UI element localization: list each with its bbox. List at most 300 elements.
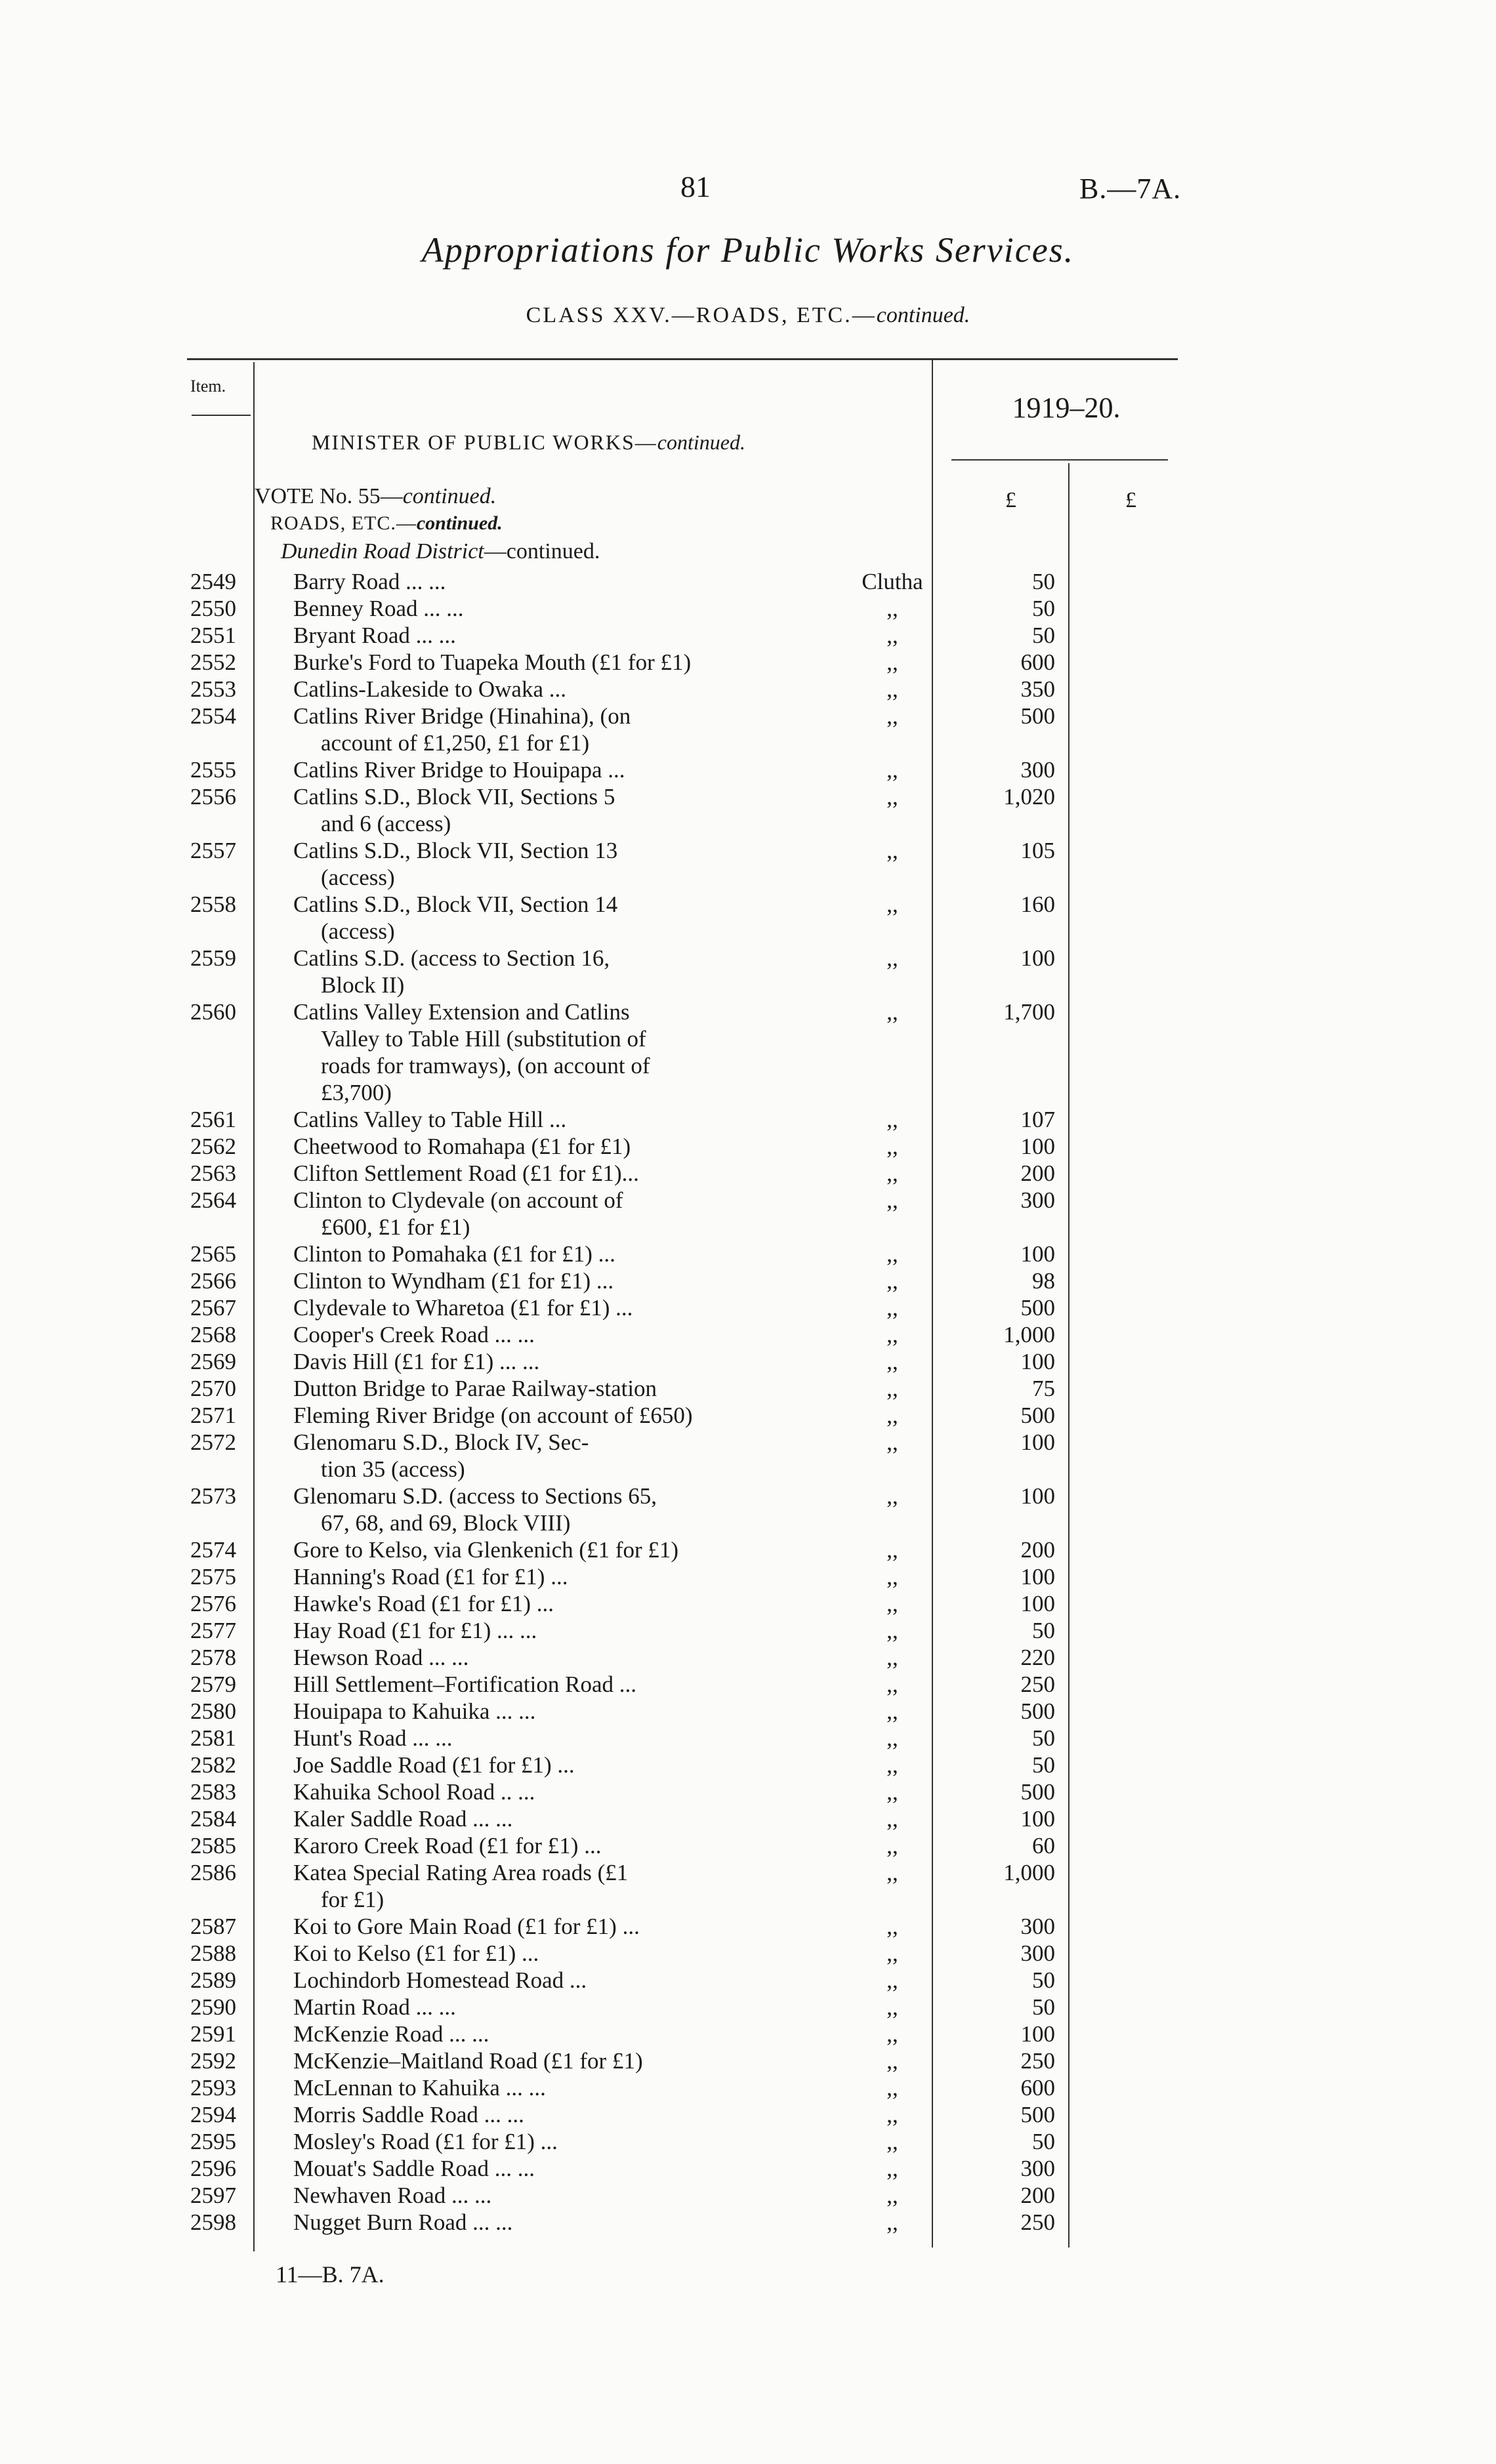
description-line: Koi to Gore Main Road (£1 for £1) ... — [293, 1914, 640, 1939]
description-line: Kaler Saddle Road ... ... — [293, 1806, 513, 1832]
table-row — [0, 2101, 1496, 2128]
table-row — [0, 1617, 1496, 1644]
amount: 350 — [1020, 676, 1055, 702]
table-row — [0, 1160, 1496, 1187]
description-line: McKenzie–Maitland Road (£1 for £1) — [293, 2048, 643, 2074]
table-row — [0, 1752, 1496, 1778]
road-description — [293, 1267, 766, 1294]
amount: 200 — [1020, 2183, 1055, 2208]
road-description — [293, 1725, 766, 1752]
road-description — [293, 2047, 766, 2074]
description-line: Clinton to Wyndham (£1 for £1) ... — [293, 1268, 614, 1294]
table-row — [0, 891, 1496, 945]
item-number: 2555 — [190, 757, 236, 783]
district-heading — [281, 539, 600, 564]
item-number: 2595 — [190, 2129, 236, 2154]
description-line: 67, 68, and 69, Block VIII) — [321, 1510, 571, 1536]
amount: 1,700 — [1003, 999, 1055, 1025]
county: ,, — [886, 1107, 898, 1132]
item-number: 2571 — [190, 1403, 236, 1428]
county: ,, — [886, 676, 898, 702]
county: ,, — [886, 1322, 898, 1347]
county: ,, — [886, 1752, 898, 1778]
road-description — [293, 1967, 766, 1994]
amount: 107 — [1020, 1107, 1055, 1132]
description-line: Hill Settlement–Fortification Road ... — [293, 1672, 636, 1697]
description-line: Mouat's Saddle Road ... ... — [293, 2156, 535, 2181]
road-description — [293, 1294, 766, 1321]
item-number: 2565 — [190, 1241, 236, 1267]
road-description — [293, 1832, 766, 1859]
county: ,, — [886, 1349, 898, 1374]
county: ,, — [886, 1672, 898, 1697]
description-line: Nugget Burn Road ... ... — [293, 2209, 513, 2235]
amount: 300 — [1020, 1940, 1055, 1966]
road-description — [293, 703, 766, 756]
description-line: Mosley's Road (£1 for £1) ... — [293, 2129, 558, 2154]
description-line: Clinton to Pomahaka (£1 for £1) ... — [293, 1241, 615, 1267]
description-line: Catlins-Lakeside to Owaka ... — [293, 676, 567, 702]
amount: 100 — [1020, 1241, 1055, 1267]
amount: 50 — [1032, 569, 1055, 594]
table-row — [0, 595, 1496, 622]
county: ,, — [886, 1645, 898, 1670]
county: ,, — [886, 999, 898, 1025]
roads-subheading-text: ROADS, ETC.— — [270, 512, 417, 534]
road-description — [293, 1106, 766, 1133]
item-number: 2562 — [190, 1134, 236, 1159]
amount: 50 — [1032, 1967, 1055, 1993]
table-row — [0, 2128, 1496, 2155]
amount: 500 — [1020, 1698, 1055, 1724]
amount: 300 — [1020, 1187, 1055, 1213]
county: ,, — [886, 1833, 898, 1858]
year-column-header: 1919–20. — [1012, 392, 1121, 424]
description-line: Catlins S.D., Block VII, Section 14 — [293, 892, 618, 917]
item-number: 2560 — [190, 999, 236, 1025]
table-row — [0, 945, 1496, 998]
amount: 50 — [1032, 1752, 1055, 1778]
item-number: 2590 — [190, 1994, 236, 2020]
item-number: 2585 — [190, 1833, 236, 1858]
amount: 50 — [1032, 1725, 1055, 1751]
item-number: 2561 — [190, 1107, 236, 1132]
county: ,, — [886, 1698, 898, 1724]
item-number: 2593 — [190, 2075, 236, 2101]
item-number: 2598 — [190, 2209, 236, 2235]
item-number: 2586 — [190, 1860, 236, 1885]
description-line: Catlins Valley to Table Hill ... — [293, 1107, 567, 1132]
amount: 100 — [1020, 945, 1055, 971]
county: ,, — [886, 1295, 898, 1321]
road-description — [293, 1483, 766, 1536]
table-row — [0, 1913, 1496, 1940]
road-description — [293, 1375, 766, 1402]
county: ,, — [886, 757, 898, 783]
amount: 250 — [1020, 2048, 1055, 2074]
description-line: Joe Saddle Road (£1 for £1) ... — [293, 1752, 575, 1778]
description-line: for £1) — [321, 1887, 384, 1912]
amount: 75 — [1032, 1376, 1055, 1401]
item-column-header: Item. — [190, 377, 226, 396]
road-description — [293, 2021, 766, 2047]
amount: 500 — [1020, 1403, 1055, 1428]
county: ,, — [886, 1483, 898, 1509]
item-number: 2588 — [190, 1940, 236, 1966]
description-line: Newhaven Road ... ... — [293, 2183, 492, 2208]
description-line: and 6 (access) — [321, 811, 451, 836]
table-row — [0, 1859, 1496, 1913]
description-line: roads for tramways), (on account of — [321, 1053, 650, 1078]
road-description — [293, 756, 766, 783]
item-number: 2594 — [190, 2102, 236, 2127]
amount: 105 — [1020, 838, 1055, 863]
item-number: 2578 — [190, 1645, 236, 1670]
item-number: 2572 — [190, 1429, 236, 1455]
table-row — [0, 1267, 1496, 1294]
road-description — [293, 1671, 766, 1698]
table-row — [0, 998, 1496, 1106]
county: ,, — [886, 945, 898, 971]
county: ,, — [886, 2021, 898, 2047]
item-number: 2558 — [190, 892, 236, 917]
county: ,, — [886, 1268, 898, 1294]
road-description — [293, 1187, 766, 1241]
class-heading-text: CLASS XXV.—ROADS, ETC.— — [526, 303, 877, 327]
amount: 500 — [1020, 1295, 1055, 1321]
amount: 300 — [1020, 1914, 1055, 1939]
item-number: 2550 — [190, 596, 236, 621]
county: ,, — [886, 1134, 898, 1159]
item-number: 2554 — [190, 703, 236, 729]
table-row — [0, 1106, 1496, 1133]
table-row — [0, 703, 1496, 756]
class-heading-continued: continued. — [876, 303, 970, 327]
appropriation-rows — [0, 568, 1496, 2236]
road-description — [293, 622, 766, 649]
table-row — [0, 1805, 1496, 1832]
road-description — [293, 649, 766, 676]
amount: 250 — [1020, 2209, 1055, 2235]
item-number: 2591 — [190, 2021, 236, 2047]
county: ,, — [886, 2075, 898, 2101]
county: ,, — [886, 1618, 898, 1643]
road-description — [293, 1698, 766, 1725]
county: ,, — [886, 2048, 898, 2074]
amount: 1,000 — [1003, 1860, 1055, 1885]
description-line: (access) — [321, 918, 395, 944]
class-heading — [0, 303, 1496, 328]
item-number: 2568 — [190, 1322, 236, 1347]
road-description — [293, 837, 766, 891]
table-row — [0, 2182, 1496, 2209]
road-description — [293, 2128, 766, 2155]
table-row — [0, 1294, 1496, 1321]
road-description — [293, 1590, 766, 1617]
amount: 200 — [1020, 1160, 1055, 1186]
amount: 220 — [1020, 1645, 1055, 1670]
description-line: Hunt's Road ... ... — [293, 1725, 453, 1751]
amount: 50 — [1032, 623, 1055, 648]
county: ,, — [886, 2156, 898, 2181]
county: ,, — [886, 892, 898, 917]
description-line: Hanning's Road (£1 for £1) ... — [293, 1564, 568, 1590]
amount: 500 — [1020, 1779, 1055, 1805]
amount: 160 — [1020, 892, 1055, 917]
roads-subheading-continued: continued. — [416, 512, 503, 534]
road-description — [293, 2155, 766, 2182]
table-row — [0, 2155, 1496, 2182]
item-number: 2557 — [190, 838, 236, 863]
road-description — [293, 891, 766, 945]
item-number: 2566 — [190, 1268, 236, 1294]
description-line: Kahuika School Road .. ... — [293, 1779, 535, 1805]
minister-heading-text: MINISTER OF PUBLIC WORKS— — [312, 430, 657, 454]
amount: 1,020 — [1003, 784, 1055, 810]
table-row — [0, 1940, 1496, 1967]
page-title: Appropriations for Public Works Services. — [421, 230, 1075, 270]
description-line: Dutton Bridge to Parae Railway-station — [293, 1376, 657, 1401]
road-description — [293, 1348, 766, 1375]
description-line: Block II) — [321, 972, 405, 998]
county: ,, — [886, 1241, 898, 1267]
table-row — [0, 1241, 1496, 1267]
county: ,, — [886, 1806, 898, 1832]
road-description — [293, 1644, 766, 1671]
county: ,, — [886, 784, 898, 810]
county: ,, — [886, 1403, 898, 1428]
description-line: Hewson Road ... ... — [293, 1645, 469, 1670]
table-row — [0, 1402, 1496, 1429]
vote-heading-continued: continued. — [402, 484, 497, 508]
road-description — [293, 1859, 766, 1913]
road-description — [293, 945, 766, 998]
table-row — [0, 1644, 1496, 1671]
amount: 60 — [1032, 1833, 1055, 1858]
road-description — [293, 998, 766, 1106]
pound-column-header-2: £ — [1125, 488, 1136, 512]
item-number: 2576 — [190, 1591, 236, 1616]
road-description — [293, 2209, 766, 2236]
document-reference: B.—7A. — [1079, 173, 1182, 205]
amount: 100 — [1020, 1134, 1055, 1159]
road-description — [293, 1160, 766, 1187]
table-top-rule — [187, 358, 1178, 360]
amount: 50 — [1032, 1994, 1055, 2020]
vote-heading — [255, 484, 496, 509]
table-row — [0, 622, 1496, 649]
description-line: Morris Saddle Road ... ... — [293, 2102, 524, 2127]
description-line: Burke's Ford to Tuapeka Mouth (£1 for £1) — [293, 649, 692, 675]
table-row — [0, 1698, 1496, 1725]
item-number: 2579 — [190, 1672, 236, 1697]
description-line: McKenzie Road ... ... — [293, 2021, 489, 2047]
table-row — [0, 1187, 1496, 1241]
road-description — [293, 2182, 766, 2209]
description-line: Bryant Road ... ... — [293, 623, 456, 648]
description-line: Catlins Valley Extension and Catlins — [293, 999, 630, 1025]
road-description — [293, 1429, 766, 1483]
table-row — [0, 1563, 1496, 1590]
description-line: Glenomaru S.D. (access to Sections 65, — [293, 1483, 657, 1509]
description-line: Gore to Kelso, via Glenkenich (£1 for £1) — [293, 1537, 679, 1563]
county: ,, — [886, 596, 898, 621]
item-number: 2584 — [190, 1806, 236, 1832]
road-description — [293, 1994, 766, 2021]
amount: 100 — [1020, 1483, 1055, 1509]
table-row — [0, 1994, 1496, 2021]
item-number: 2580 — [190, 1698, 236, 1724]
item-number: 2553 — [190, 676, 236, 702]
table-row — [0, 676, 1496, 703]
description-line: Martin Road ... ... — [293, 1994, 456, 2020]
amount: 50 — [1032, 1618, 1055, 1643]
item-number: 2551 — [190, 623, 236, 648]
county: ,, — [886, 1940, 898, 1966]
county: ,, — [886, 1591, 898, 1616]
description-line: Valley to Table Hill (substitution of — [321, 1026, 646, 1052]
table-row — [0, 837, 1496, 891]
county: ,, — [886, 1779, 898, 1805]
table-row — [0, 1778, 1496, 1805]
minister-heading — [312, 430, 745, 455]
description-line: Catlins S.D. (access to Section 16, — [293, 945, 610, 971]
county: ,, — [886, 1725, 898, 1751]
table-row — [0, 2021, 1496, 2047]
amount: 250 — [1020, 1672, 1055, 1697]
amount: 200 — [1020, 1537, 1055, 1563]
description-line: tion 35 (access) — [321, 1456, 465, 1482]
amount: 1,000 — [1003, 1322, 1055, 1347]
county: ,, — [886, 1967, 898, 1993]
vote-heading-text: VOTE No. 55— — [255, 484, 403, 508]
description-line: (access) — [321, 865, 395, 890]
amount: 50 — [1032, 2129, 1055, 2154]
item-number: 2549 — [190, 569, 236, 594]
amount: 100 — [1020, 2021, 1055, 2047]
description-line: Cheetwood to Romahapa (£1 for £1) — [293, 1134, 631, 1159]
page-number: 81 — [680, 170, 711, 203]
description-line: Katea Special Rating Area roads (£1 — [293, 1860, 629, 1885]
amount: 100 — [1020, 1591, 1055, 1616]
road-description — [293, 1940, 766, 1967]
county: ,, — [886, 1537, 898, 1563]
table-row — [0, 1321, 1496, 1348]
description-line: Barry Road ... ... — [293, 569, 446, 594]
county: ,, — [886, 2183, 898, 2208]
roads-subheading — [270, 512, 503, 535]
road-description — [293, 1241, 766, 1267]
county: ,, — [886, 1160, 898, 1186]
description-line: McLennan to Kahuika ... ... — [293, 2075, 546, 2101]
item-number: 2574 — [190, 1537, 236, 1563]
amount: 100 — [1020, 1806, 1055, 1832]
printer-signature: 11—B. 7A. — [276, 2261, 384, 2288]
table-row — [0, 1671, 1496, 1698]
table-row — [0, 1133, 1496, 1160]
road-description — [293, 568, 766, 595]
road-description — [293, 595, 766, 622]
county: ,, — [886, 1429, 898, 1455]
table-row — [0, 783, 1496, 837]
road-description — [293, 1321, 766, 1348]
minister-heading-continued: continued. — [657, 430, 745, 454]
county: ,, — [886, 2129, 898, 2154]
description-line: Lochindorb Homestead Road ... — [293, 1967, 587, 1993]
amount: 100 — [1020, 1349, 1055, 1374]
item-number: 2569 — [190, 1349, 236, 1374]
amount: 300 — [1020, 757, 1055, 783]
description-line: Benney Road ... ... — [293, 596, 464, 621]
amount: 98 — [1032, 1268, 1055, 1294]
item-number: 2589 — [190, 1967, 236, 1993]
amount: 500 — [1020, 2102, 1055, 2127]
table-row — [0, 2209, 1496, 2236]
item-number: 2567 — [190, 1295, 236, 1321]
table-row — [0, 1967, 1496, 1994]
county: ,, — [886, 1914, 898, 1939]
county: ,, — [886, 2209, 898, 2235]
table-row — [0, 1832, 1496, 1859]
road-description — [293, 2074, 766, 2101]
description-line: Glenomaru S.D., Block IV, Sec- — [293, 1429, 589, 1455]
description-line: Hay Road (£1 for £1) ... ... — [293, 1618, 537, 1643]
description-line: Koi to Kelso (£1 for £1) ... — [293, 1940, 539, 1966]
road-description — [293, 2101, 766, 2128]
item-number: 2596 — [190, 2156, 236, 2181]
county: ,, — [886, 838, 898, 863]
county: Clutha — [862, 569, 923, 594]
item-header-underline — [192, 415, 251, 416]
description-line: Catlins River Bridge (Hinahina), (on — [293, 703, 631, 729]
amount: 100 — [1020, 1564, 1055, 1590]
item-number: 2559 — [190, 945, 236, 971]
description-line: Davis Hill (£1 for £1) ... ... — [293, 1349, 540, 1374]
amount: 500 — [1020, 703, 1055, 729]
description-line: account of £1,250, £1 for £1) — [321, 730, 590, 756]
description-line: Clifton Settlement Road (£1 for £1)... — [293, 1160, 639, 1186]
description-line: Fleming River Bridge (on account of £650) — [293, 1403, 693, 1428]
item-number: 2592 — [190, 2048, 236, 2074]
description-line: Catlins S.D., Block VII, Sections 5 — [293, 784, 615, 810]
county: ,, — [886, 2102, 898, 2127]
amount: 600 — [1020, 2075, 1055, 2101]
item-number: 2583 — [190, 1779, 236, 1805]
table-row — [0, 568, 1496, 595]
table-row — [0, 1483, 1496, 1536]
amount: 600 — [1020, 649, 1055, 675]
county: ,, — [886, 1994, 898, 2020]
table-row — [0, 649, 1496, 676]
item-number: 2575 — [190, 1564, 236, 1590]
county: ,, — [886, 623, 898, 648]
road-description — [293, 1536, 766, 1563]
description-line: Cooper's Creek Road ... ... — [293, 1322, 535, 1347]
county: ,, — [886, 1564, 898, 1590]
description-line: Clydevale to Wharetoa (£1 for £1) ... — [293, 1295, 633, 1321]
table-row — [0, 1590, 1496, 1617]
amount: 50 — [1032, 596, 1055, 621]
road-description — [293, 1402, 766, 1429]
table-row — [0, 1536, 1496, 1563]
item-number: 2581 — [190, 1725, 236, 1751]
item-number: 2597 — [190, 2183, 236, 2208]
item-number: 2582 — [190, 1752, 236, 1778]
pound-column-header-1: £ — [1005, 488, 1016, 512]
description-line: Catlins River Bridge to Houipapa ... — [293, 757, 625, 783]
item-number: 2552 — [190, 649, 236, 675]
road-description — [293, 1617, 766, 1644]
